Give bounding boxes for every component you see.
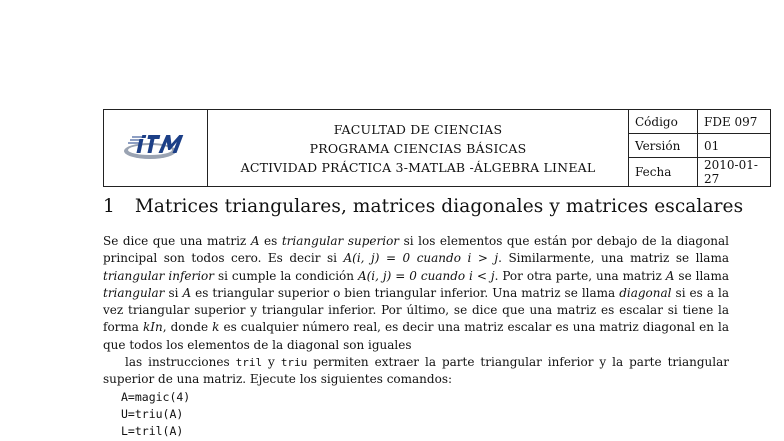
code-value: FDE 097 (698, 110, 771, 134)
paragraph-instructions: las instrucciones tril y triu permiten extraer la parte triangular inferior y la parte triangular superior de una matriz. Ejecute los siguientes comandos: (103, 355, 729, 387)
section-title: Matrices triangulares, matrices diagonales y matrices escalares (134, 196, 744, 217)
section-heading (103, 196, 743, 217)
header-table (103, 109, 771, 187)
code-label: Código (629, 110, 698, 134)
version-value: 01 (698, 134, 771, 158)
version-label: Versión (629, 134, 698, 158)
faculty-title: FACULTAD DE CIENCIAS (333, 121, 503, 137)
header-title-block (208, 110, 629, 187)
code-line: A=magic(4) (121, 390, 191, 404)
program-title: PROGRAMA CIENCIAS BÁSICAS (309, 140, 527, 156)
itm-logo (120, 127, 192, 165)
condition-lower: A(i, j) = 0 cuando i < j (357, 268, 495, 283)
activity-title: ACTIVIDAD PRÁCTICA 3-MATLAB -ÁLGEBRA LINEAL (240, 159, 596, 175)
code-line: U=triu(A) (121, 407, 184, 421)
date-label: Fecha (629, 158, 698, 187)
paragraph-definitions: Se dice que una matriz A es triangular superior si los elementos que están por debajo de la diagonal principal son todos cero. Es decir si A(i, j) = 0 cuando i > j. Similarmente, una matriz se llama triangular inferior si cumple la condición A(i, j) = 0 cuando i < j. Por otra parte, una matriz A se llama triangular si A es triangular superior o bien triangular inferior. Una matriz se llama diagonal si es a la vez triangular superior y triangular inferior. Por último, se dice que una matriz es escalar si tiene la forma kIn, donde k es cualquier número real, es decir una matriz escalar es una matriz diagonal en la que todos los elementos de la diagonal son iguales (103, 234, 730, 352)
term-triangular-inferior: triangular inferior (103, 268, 215, 283)
code-block (121, 389, 190, 440)
term-diagonal: diagonal (619, 285, 672, 300)
term-triangular-superior: triangular superior (281, 234, 400, 248)
date-value: 2010-01-27 (698, 158, 771, 187)
term-triangular: triangular (103, 285, 165, 300)
section-number: 1 (103, 196, 115, 217)
condition-upper: A(i, j) = 0 cuando i > j (343, 251, 499, 266)
cmd-tril: tril (235, 356, 263, 370)
scalar-form: kIn (143, 320, 163, 335)
body-text (103, 233, 729, 389)
code-line: L=tril(A) (121, 424, 184, 438)
logo-cell (104, 110, 208, 187)
itm-logo-icon (120, 127, 192, 165)
cmd-triu: triu (280, 356, 308, 370)
